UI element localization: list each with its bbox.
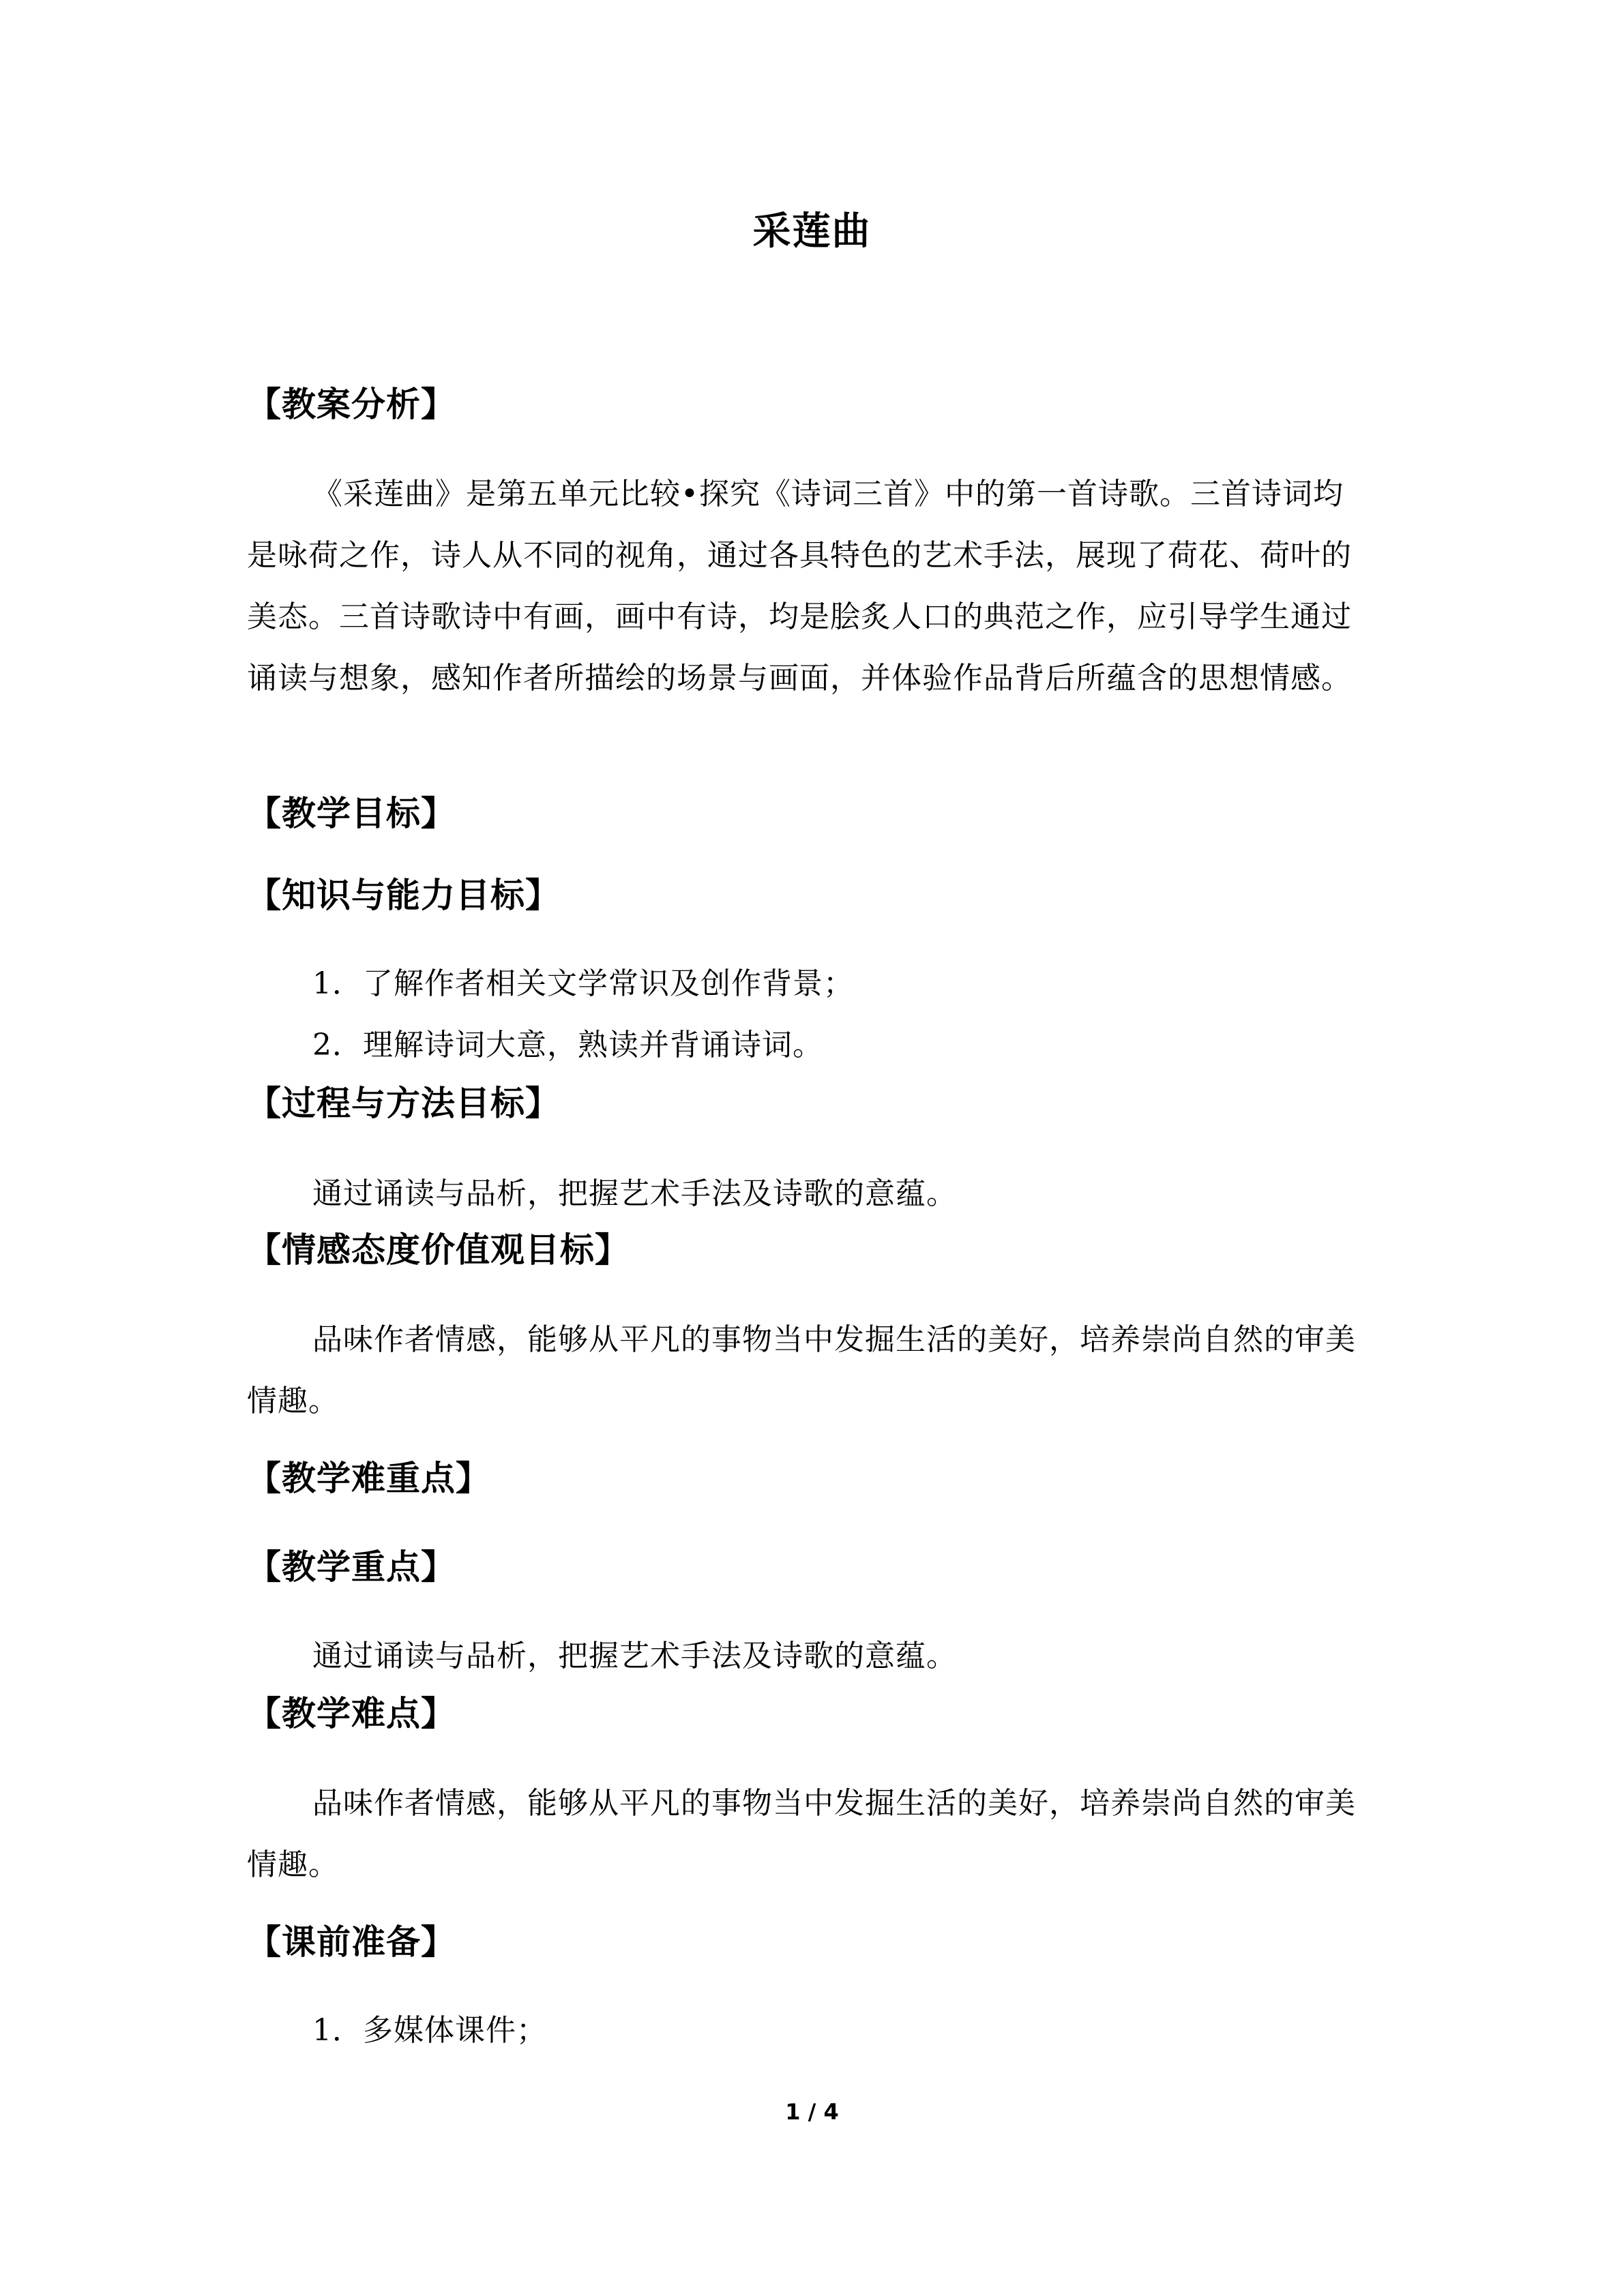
heading-key-points: 【教学重点】 bbox=[247, 1547, 456, 1587]
heading-difficult-points: 【教学难点】 bbox=[247, 1694, 456, 1733]
document-title: 采莲曲 bbox=[752, 209, 872, 254]
heading-emotion-goals: 【情感态度价值观目标】 bbox=[247, 1230, 630, 1270]
page-number: 1 / 4 bbox=[785, 2099, 839, 2125]
analysis-paragraph: 《采莲曲》是第五单元比较•探究《诗词三首》中的第一首诗歌。三首诗词均是咏荷之作，诗人从不同的视角，通过各具特色的艺术手法，展现了荷花、荷叶的美态。三首诗歌诗中有画，画中有诗，均是脍炙人口的典范之作，应引导学生通过诵读与想象，感知作者所描绘的场景与画面，并体验作品背后所蕴含的思想情感。 bbox=[247, 477, 1352, 696]
heading-teaching-goals: 【教学目标】 bbox=[247, 794, 456, 833]
knowledge-item-1: 1．了解作者相关文学常识及创作背景； bbox=[312, 966, 854, 1001]
heading-preparation: 【课前准备】 bbox=[247, 1922, 456, 1962]
heading-analysis: 【教案分析】 bbox=[247, 385, 456, 424]
key-points-paragraph: 通过诵读与品析，把握艺术手法及诗歌的意蕴。 bbox=[312, 1639, 957, 1673]
heading-knowledge-goals: 【知识与能力目标】 bbox=[247, 876, 560, 915]
process-paragraph: 通过诵读与品析，把握艺术手法及诗歌的意蕴。 bbox=[312, 1176, 957, 1211]
emotion-paragraph: 品味作者情感，能够从平凡的事物当中发掘生活的美好，培养崇尚自然的审美情趣。 bbox=[247, 1322, 1356, 1418]
knowledge-item-2: 2．理解诗词大意，熟读并背诵诗词。 bbox=[312, 1028, 823, 1062]
preparation-item-1: 1．多媒体课件； bbox=[312, 2013, 547, 2048]
heading-key-difficulties: 【教学难重点】 bbox=[247, 1459, 490, 1498]
heading-process-goals: 【过程与方法目标】 bbox=[247, 1084, 560, 1123]
difficult-points-paragraph: 品味作者情感，能够从平凡的事物当中发掘生活的美好，培养崇尚自然的审美情趣。 bbox=[247, 1786, 1356, 1882]
